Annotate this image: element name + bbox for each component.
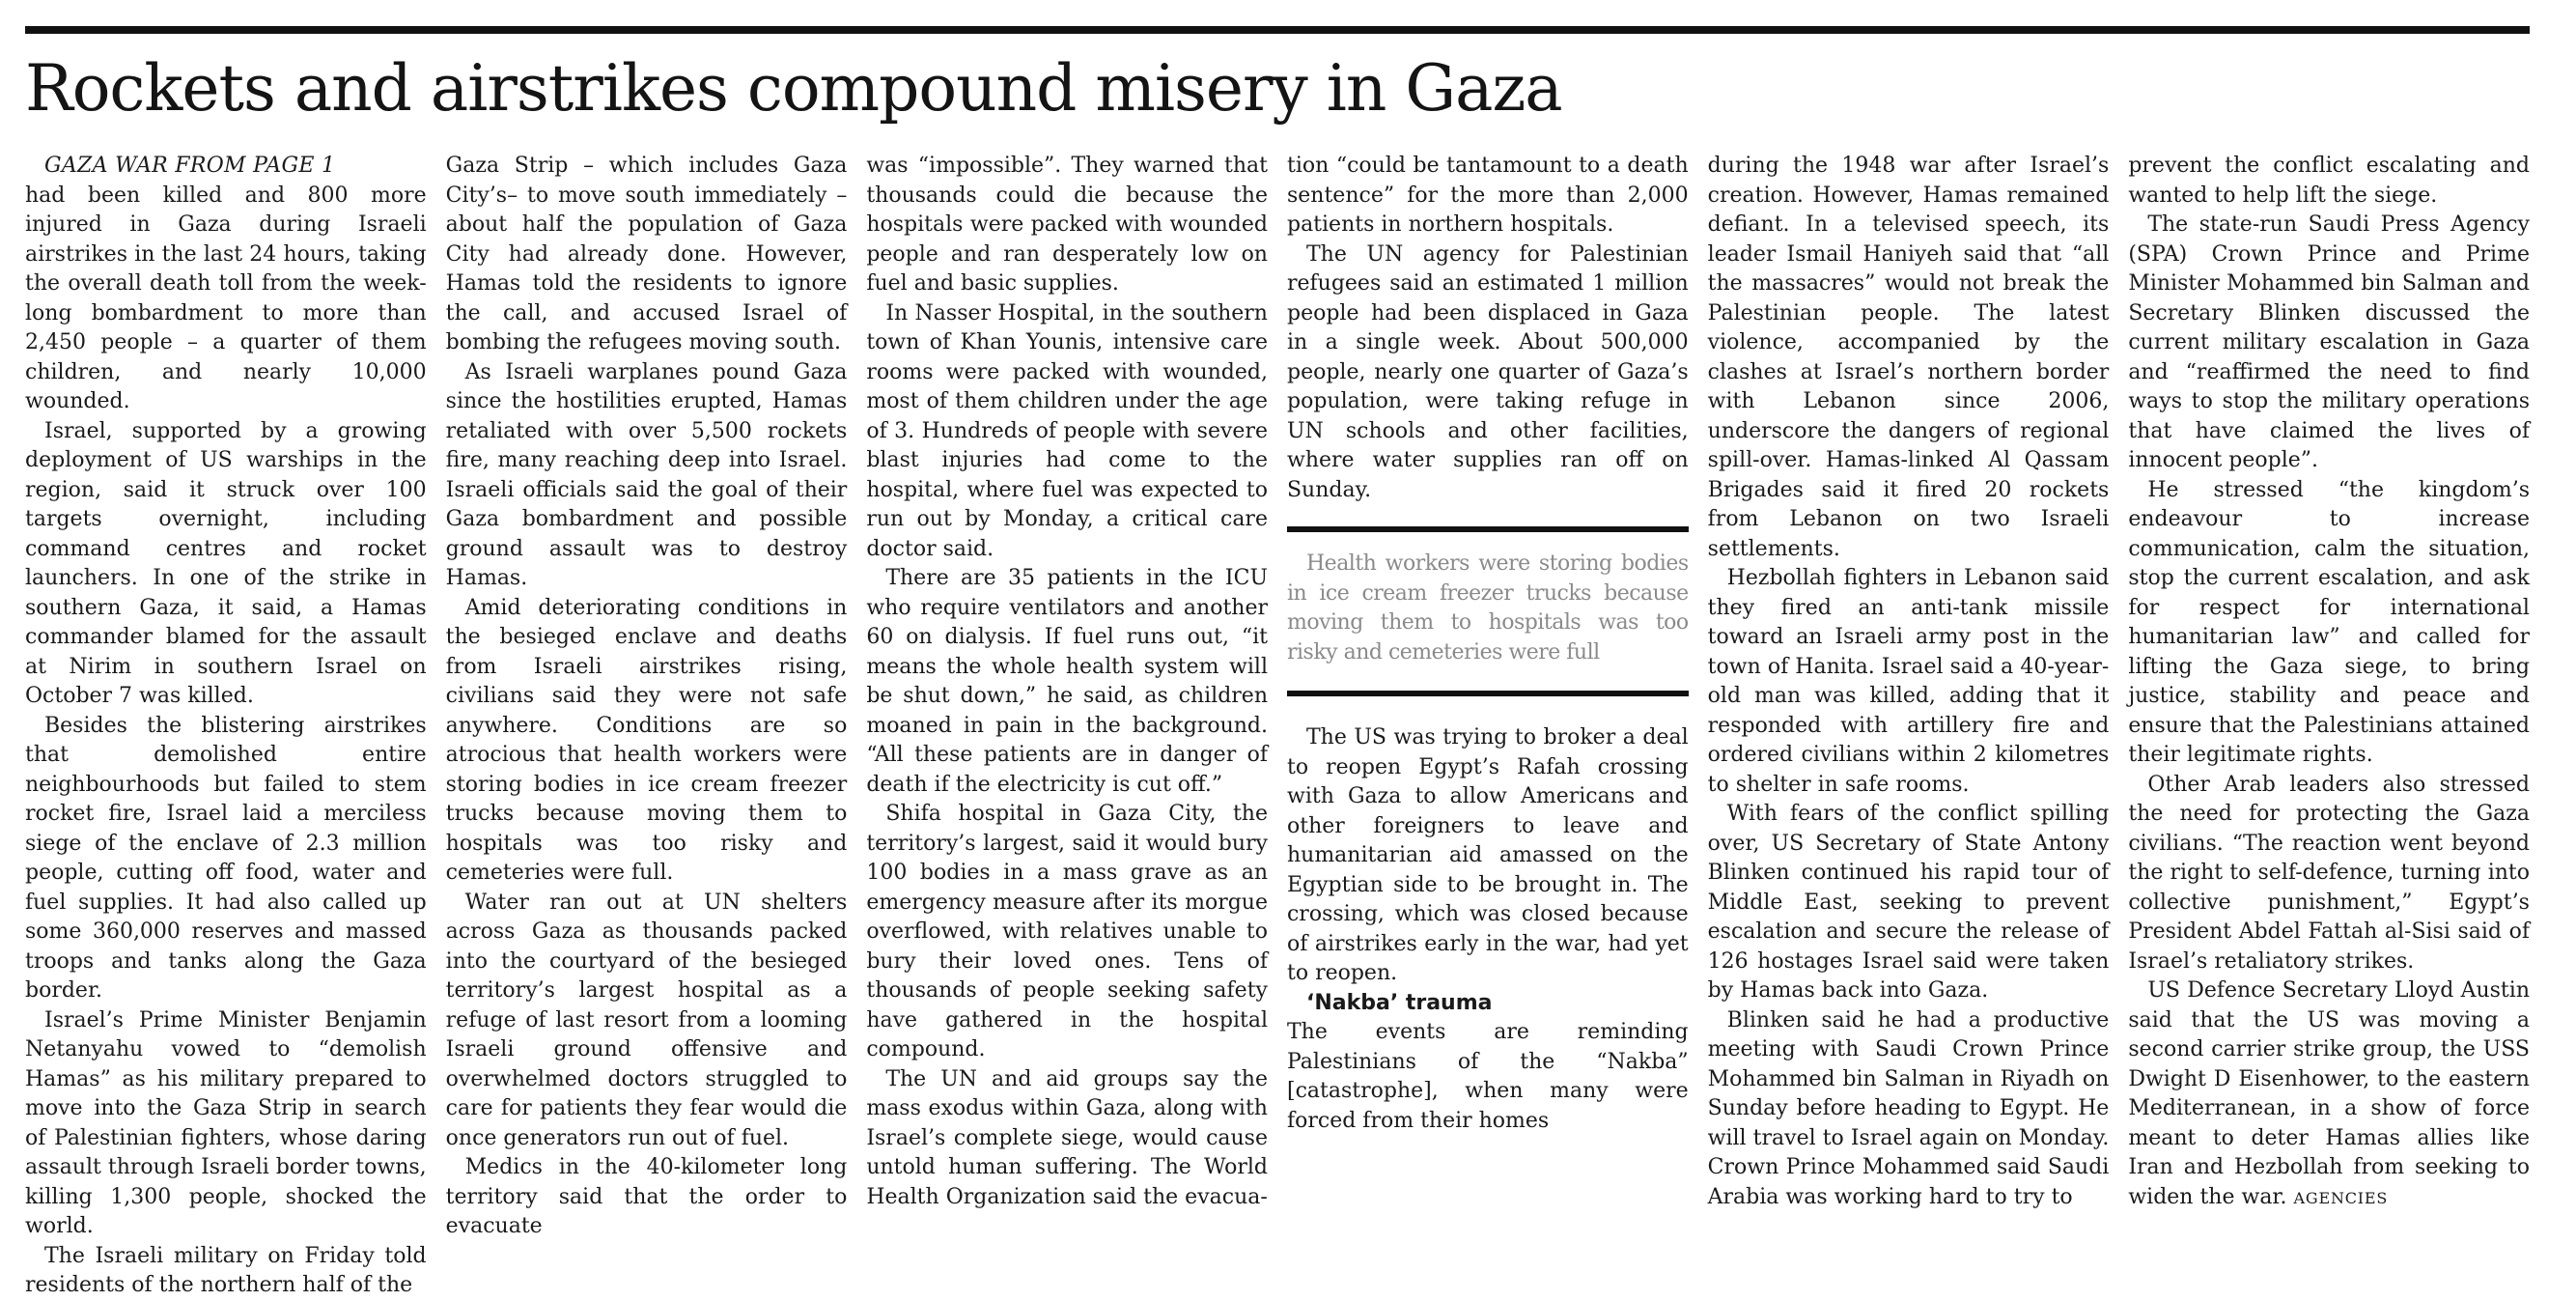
- headline: Rockets and airstrikes compound misery in Gaza: [25, 51, 1562, 126]
- paragraph: Water ran out at UN shelters across Gaza as thousands packed into the courtyard of the besieged territory’s largest hospital as a refuge of last resort from a looming Israeli ground offensive and overwhelmed doctors struggled to care for patients they fear would die once generators run out of fuel.: [445, 890, 848, 1150]
- pullquote-top-rule: [1287, 526, 1689, 532]
- paragraph-text: US Defence Secretary Lloyd Austin said that the US was moving a second carrier strike group, the USS Dwight D Eisenhower, to the eastern Mediterranean, in a show of force meant to deter Hamas allies like Iran and Hezbollah from seeking to widen the war.: [2128, 978, 2530, 1209]
- paragraph: He stressed “the kingdom’s endeavour to increase communication, calm the situation, stop the current escalation, and ask for respect for international humanitarian law” and called for lifting the Gaza siege, to bring justice, stability and peace and ensure that the Palestinians attained their legitimate rights.: [2128, 477, 2530, 767]
- article-body: [25, 152, 2530, 1297]
- pullquote-bottom-rule: [1287, 691, 1689, 696]
- last-paragraph: [2128, 976, 2530, 1213]
- paragraph: during the 1948 war after Israel’s creation. However, Hamas remained defiant. In a televised speech, its leader Ismail Haniyeh said that “all the massacres” would not break the Palestinian people. The latest violence, accompanied by the clashes at Israel’s northern border with Lebanon since 2006, underscore the dangers of regional spill-over. Hamas-linked Al Qassam Brigades said it fired 20 rockets from Lebanon on two Israeli settlements.: [1707, 154, 2110, 561]
- paragraph: The events are reminding Palestinians of the “Nakba” [catastrophe], when many were forced from their homes: [1286, 1020, 1689, 1133]
- paragraph: The UN and aid groups say the mass exodus within Gaza, along with Israel’s complete siege, would cause untold human suffering. The World Health Organization said the evacua-: [866, 1066, 1268, 1209]
- column-3: [866, 152, 1268, 1209]
- paragraph: Israel, supported by a growing deployment of US warships in the region, said it struck over 100 targets overnight, including command centres and rocket launchers. In one of the strike in southern Gaza, it said, a Hamas commander blamed for the assault at Nirim in southern Israel on October 7 was killed.: [25, 418, 427, 708]
- paragraph: The Israeli military on Friday told residents of the northern half of the: [25, 1243, 427, 1297]
- paragraph: Gaza Strip – which includes Gaza City’s– to move south immediately – about half the population of Gaza City had already done. However, Hamas told the residents to ignore the call, and accused Israel of bombing the refugees moving south.: [445, 154, 848, 354]
- column-6: [2128, 152, 2530, 1209]
- paragraph: In Nasser Hospital, in the southern town of Khan Younis, intensive care rooms were packed with wounded, most of them children under the age of 3. Hundreds of people with severe blast injuries had come to the hospital, where fuel was expected to run out by Monday, a critical care doctor said.: [866, 300, 1268, 561]
- paragraph: With fears of the conflict spilling over, US Secretary of State Antony Blinken continued his rapid tour of Middle East, seeking to prevent escalation and secure the release of 126 hostages Israel said were taken by Hamas back into Gaza.: [1707, 802, 2110, 1003]
- top-rule: [25, 26, 2530, 34]
- paragraph: Medics in the 40-kilometer long territory said that the order to evacuate: [445, 1155, 848, 1238]
- pullquote: Health workers were storing bodies in ice cream freezer trucks because moving them to hospitals was too risky and cemeteries were full: [1286, 552, 1689, 665]
- paragraph: There are 35 patients in the ICU who require ventilators and another 60 on dialysis. If fuel runs out, “it means the whole health system will be shut down,” he said, as children moaned in pain in the background. “All these patients are in danger of death if the electricity is cut off.”: [866, 566, 1268, 797]
- paragraph: The US was trying to broker a deal to reopen Egypt’s Rafah crossing with Gaza to allow Americans and other foreigners to leave and humanitarian aid amassed on the Egyptian side to be brought in. The crossing, which was closed because of airstrikes early in the war, had yet to reopen.: [1286, 725, 1689, 985]
- column-1: [25, 152, 427, 1297]
- paragraph: Hezbollah fighters in Lebanon said they fired an anti-tank missile toward an Israeli army post in the town of Hanita. Israel said a 40-year-old man was killed, adding that it responded with artillery fire and ordered civilians within 2 kilometres to shelter in safe rooms.: [1707, 566, 2110, 797]
- paragraph: Blinken said he had a productive meeting with Saudi Crown Prince Mohammed bin Salman in Riyadh on Sunday before heading to Egypt. He will travel to Israel again on Monday. Crown Prince Mohammed said Saudi Arabia was working hard to try to: [1707, 1007, 2110, 1209]
- paragraph: Other Arab leaders also stressed the need for protecting the Gaza civilians. “The reaction went beyond the right to self-defence, turning into collective punishment,” Egypt’s President Abdel Fattah al-Sisi said of Israel’s retaliatory strikes.: [2128, 772, 2530, 974]
- paragraph: prevent the conflict escalating and wanted to help lift the siege.: [2128, 154, 2530, 208]
- paragraph: Shifa hospital in Gaza City, the territory’s largest, said it would bury 100 bodies in a mass grave as an emergency measure after its morgue overflowed, with relatives unable to bury their loved ones. Tens of thousands of people seeking safety have gathered in the hospital compound.: [866, 802, 1268, 1061]
- column-5: [1707, 152, 2110, 1209]
- subhead: ‘Nakba’ trauma: [1305, 990, 1493, 1015]
- paragraph: The UN agency for Palestinian refugees said an estimated 1 million people had been displaced in Gaza in a single week. About 500,000 people, nearly one quarter of Gaza’s population, were taking refuge in UN schools and other facilities, where water supplies ran off on Sunday.: [1286, 241, 1689, 502]
- paragraph: The state-run Saudi Press Agency (SPA) Crown Prince and Prime Minister Mohammed bin Salman and Secretary Blinken discussed the current military escalation in Gaza and “reaffirmed the need to find ways to stop the military operations that have claimed the lives of innocent people”.: [2128, 212, 2530, 472]
- column-4: [1287, 152, 1689, 1149]
- paragraph: Besides the blistering airstrikes that demolished entire neighbourhoods but failed to stem rocket fire, Israel laid a merciless siege of the enclave of 2.3 million people, cutting off food, water and fuel supplies. It had also called up some 360,000 reserves and massed troops and tanks along the Gaza border.: [25, 713, 427, 1003]
- paragraph: was “impossible”. They warned that thousands could die because the hospitals were packed with wounded people and ran desperately low on fuel and basic supplies.: [866, 154, 1268, 296]
- kicker: GAZA WAR FROM PAGE 1: [44, 154, 336, 178]
- paragraph: Amid deteriorating conditions in the besieged enclave and deaths from Israeli airstrikes rising, civilians said they were not safe anywhere. Conditions are so atrocious that health workers were storing bodies in ice cream freezer trucks because moving them to hospitals was too risky and cemeteries were full.: [445, 595, 848, 885]
- paragraph: Israel’s Prime Minister Benjamin Netanyahu vowed to “demolish Hamas” as his military prepared to move into the Gaza Strip in search of Palestinian fighters, whose daring assault through Israeli border towns, killing 1,300 people, shocked the world.: [25, 1007, 427, 1238]
- column-2: [445, 152, 848, 1238]
- paragraph: As Israeli warplanes pound Gaza since the hostilities erupted, Hamas retaliated with over 5,500 rockets fire, many reaching deep into Israel. Israeli officials said the goal of their Gaza bombardment and possible ground assault was to destroy Hamas.: [445, 359, 848, 590]
- paragraph: had been killed and 800 more injured in Gaza during Israeli airstrikes in the last 24 hours, taking the overall death toll from the week-long bombardment to more than 2,450 people – a quarter of them children, and nearly 10,000 wounded.: [25, 183, 427, 413]
- byline: AGENCIES: [2293, 1188, 2389, 1207]
- paragraph: tion “could be tantamount to a death sentence” for the more than 2,000 patients in northern hospitals.: [1286, 154, 1689, 237]
